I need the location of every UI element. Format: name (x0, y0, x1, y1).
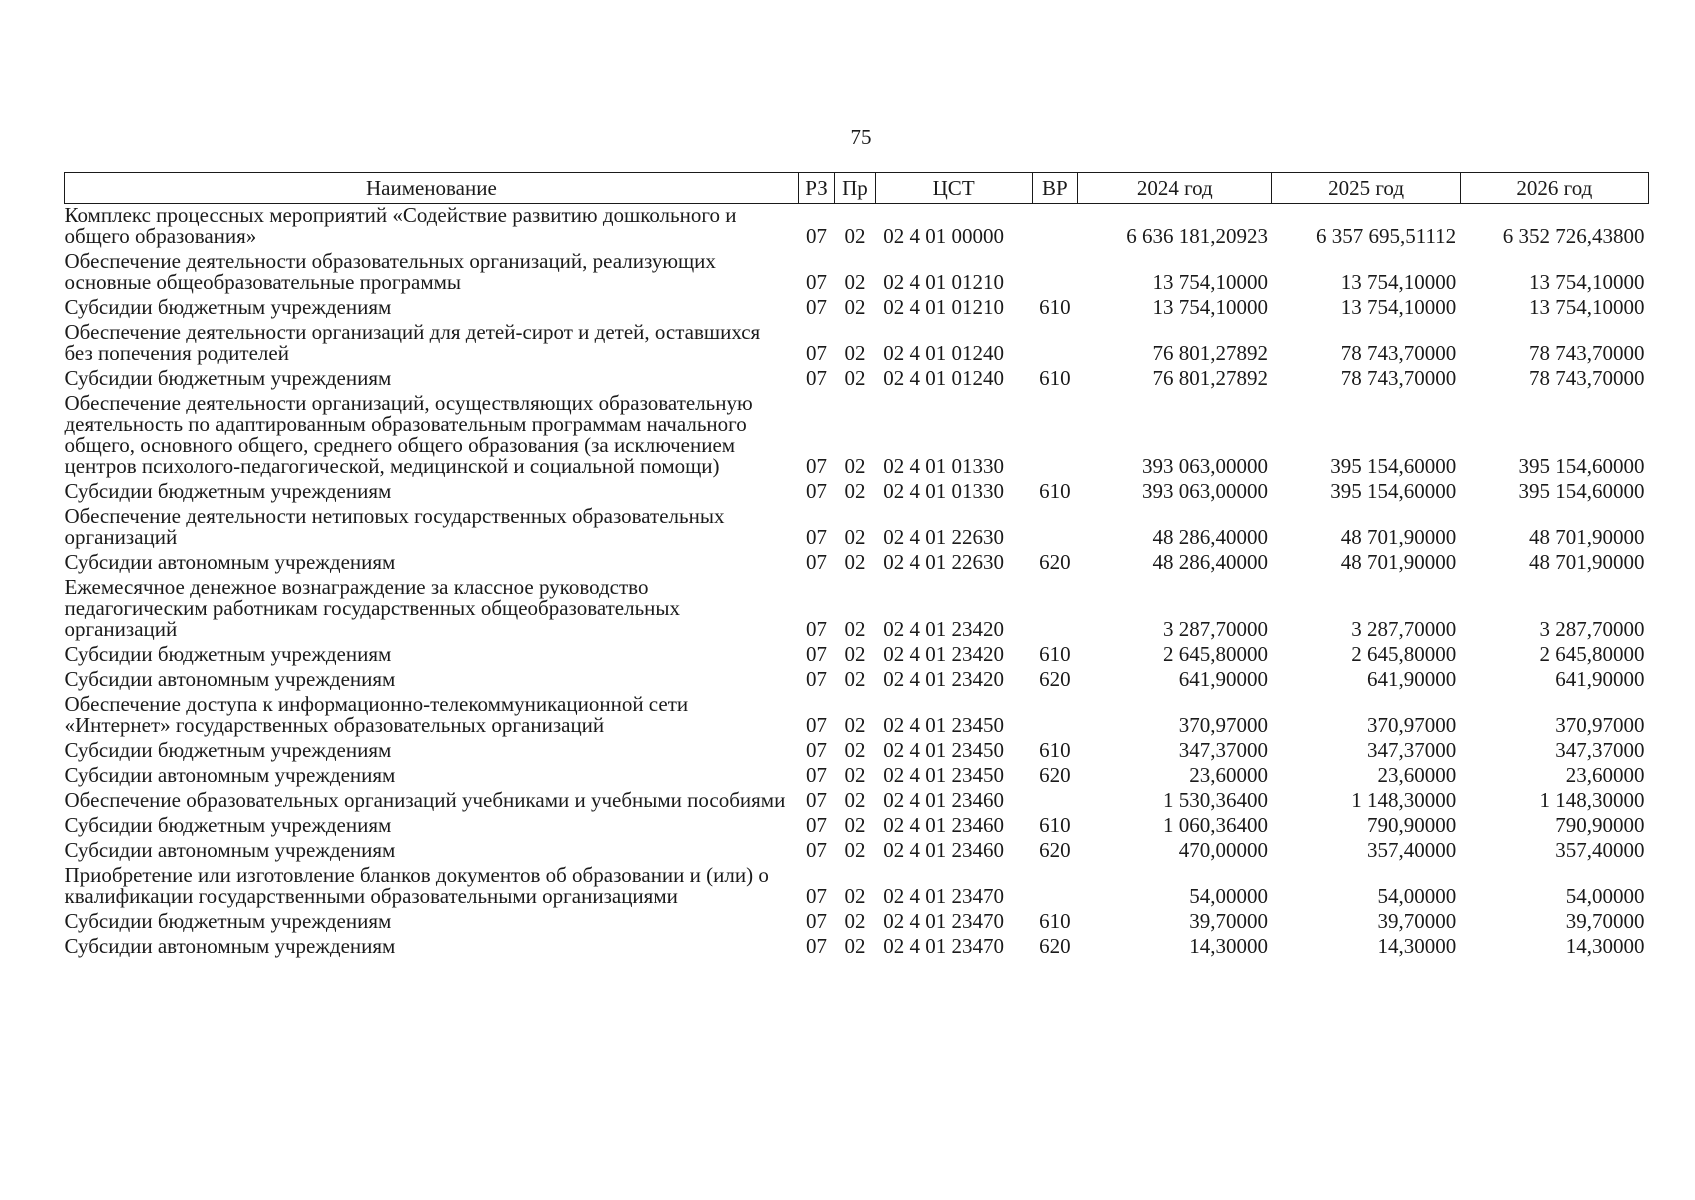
table-row (65, 814, 1649, 839)
cell-2025: 48 701,90000 (1340, 525, 1457, 549)
cell-name: Субсидии бюджетным учреждениям (64, 738, 392, 762)
table-row (65, 551, 1649, 576)
table-row (65, 296, 1649, 321)
cell-2026: 78 743,70000 (1529, 341, 1645, 365)
cell-2025: 39,70000 (1377, 909, 1457, 933)
cell-2024: 3 287,70000 (1162, 617, 1268, 641)
cell-cst: 02 4 01 23460 (883, 813, 1004, 837)
cell-2026: 347,37000 (1555, 738, 1645, 762)
cell-name: Субсидии автономным учреждениям (64, 763, 396, 787)
cell-name: Субсидии автономным учреждениям (64, 667, 396, 691)
cell-pr: 02 (844, 454, 866, 478)
cell-rz: 07 (806, 909, 827, 933)
cell-pr: 02 (844, 934, 866, 958)
cell-pr: 02 (844, 763, 866, 787)
cell-name: Обеспечение образовательных организаций учебниками и учебными пособиями (64, 788, 786, 812)
cell-rz: 07 (806, 224, 827, 248)
cell-vr: 610 (1039, 813, 1071, 837)
cell-2024: 13 754,10000 (1152, 270, 1268, 294)
cell-rz: 07 (806, 550, 827, 574)
cell-pr: 02 (844, 270, 866, 294)
cell-name: Субсидии бюджетным учреждениям (64, 295, 392, 319)
cell-2024: 23,60000 (1189, 763, 1268, 787)
cell-pr: 02 (844, 617, 866, 641)
cell-vr: 610 (1039, 909, 1071, 933)
cell-vr: 620 (1039, 763, 1071, 787)
cell-vr (1032, 693, 1078, 739)
cell-vr (1032, 204, 1078, 251)
table-row (65, 204, 1649, 251)
cell-name: Субсидии автономным учреждениям (64, 934, 396, 958)
header-2026: 2026 год (1460, 173, 1648, 204)
cell-vr (1032, 321, 1078, 367)
cell-2024: 393 063,00000 (1141, 479, 1268, 503)
page-number: 75 (850, 125, 872, 149)
cell-2026: 3 287,70000 (1539, 617, 1645, 641)
cell-2025: 357,40000 (1366, 838, 1457, 862)
cell-2025: 395 154,60000 (1330, 479, 1457, 503)
cell-cst: 02 4 01 00000 (883, 224, 1004, 248)
cell-name: Приобретение или изготовление бланков документов об образовании и (или) о квалификации государственными образовательными организациями (64, 863, 769, 908)
cell-vr (1032, 789, 1078, 814)
cell-name: Обеспечение деятельности организаций для детей-сирот и детей, оставшихся без попечения родителей (64, 320, 761, 365)
cell-cst: 02 4 01 23470 (883, 884, 1004, 908)
cell-rz: 07 (806, 525, 827, 549)
cell-2024: 1 060,36400 (1162, 813, 1268, 837)
cell-2025: 78 743,70000 (1340, 341, 1457, 365)
cell-vr (1032, 392, 1078, 480)
cell-2026: 395 154,60000 (1518, 454, 1645, 478)
cell-cst: 02 4 01 01240 (883, 366, 1004, 390)
cell-2026: 641,90000 (1555, 667, 1645, 691)
cell-rz: 07 (806, 617, 827, 641)
table-row (65, 839, 1649, 864)
cell-2025: 14,30000 (1377, 934, 1457, 958)
cell-2025: 78 743,70000 (1340, 366, 1457, 390)
header-cst: ЦСТ (875, 173, 1032, 204)
cell-cst: 02 4 01 23450 (883, 713, 1004, 737)
cell-2025: 395 154,60000 (1330, 454, 1457, 478)
table-row (65, 643, 1649, 668)
cell-rz: 07 (806, 270, 827, 294)
cell-rz: 07 (806, 763, 827, 787)
cell-cst: 02 4 01 22630 (883, 550, 1004, 574)
cell-vr: 620 (1039, 934, 1071, 958)
table-row (65, 505, 1649, 551)
cell-vr: 610 (1039, 738, 1071, 762)
cell-name: Субсидии автономным учреждениям (64, 838, 396, 862)
cell-vr: 610 (1039, 642, 1071, 666)
cell-2024: 1 530,36400 (1162, 788, 1268, 812)
cell-vr: 620 (1039, 550, 1071, 574)
cell-vr (1032, 505, 1078, 551)
cell-2025: 48 701,90000 (1340, 550, 1457, 574)
cell-vr (1032, 250, 1078, 296)
cell-cst: 02 4 01 22630 (883, 525, 1004, 549)
cell-pr: 02 (844, 525, 866, 549)
header-2024: 2024 год (1078, 173, 1272, 204)
cell-2024: 470,00000 (1178, 838, 1268, 862)
cell-rz: 07 (806, 295, 827, 319)
cell-cst: 02 4 01 01240 (883, 341, 1004, 365)
cell-cst: 02 4 01 23470 (883, 909, 1004, 933)
cell-2024: 6 636 181,20923 (1126, 224, 1268, 248)
cell-pr: 02 (844, 295, 866, 319)
cell-cst: 02 4 01 01210 (883, 270, 1004, 294)
cell-name: Субсидии бюджетным учреждениям (64, 366, 392, 390)
cell-2024: 14,30000 (1189, 934, 1268, 958)
cell-pr: 02 (844, 550, 866, 574)
cell-2026: 370,97000 (1555, 713, 1645, 737)
cell-pr: 02 (844, 838, 866, 862)
header-name: Наименование (65, 173, 799, 204)
cell-2025: 1 148,30000 (1351, 788, 1457, 812)
table-row (65, 764, 1649, 789)
cell-cst: 02 4 01 01330 (883, 479, 1004, 503)
cell-pr: 02 (844, 909, 866, 933)
cell-2025: 23,60000 (1377, 763, 1457, 787)
cell-2026: 39,70000 (1565, 909, 1645, 933)
cell-2026: 54,00000 (1565, 884, 1645, 908)
table-row (65, 935, 1649, 960)
cell-2025: 6 357 695,51112 (1315, 224, 1457, 248)
cell-rz: 07 (806, 788, 827, 812)
cell-vr (1032, 576, 1078, 643)
cell-cst: 02 4 01 23450 (883, 763, 1004, 787)
cell-name: Обеспечение деятельности нетиповых государственных образовательных организаций (64, 504, 725, 549)
budget-table (64, 172, 1649, 960)
cell-2025: 641,90000 (1366, 667, 1457, 691)
cell-2024: 13 754,10000 (1152, 295, 1268, 319)
cell-pr: 02 (844, 738, 866, 762)
cell-name: Субсидии бюджетным учреждениям (64, 909, 392, 933)
cell-cst: 02 4 01 23460 (883, 838, 1004, 862)
cell-2026: 13 754,10000 (1529, 295, 1645, 319)
cell-cst: 02 4 01 23420 (883, 617, 1004, 641)
table-row (65, 480, 1649, 505)
cell-2024: 347,37000 (1178, 738, 1268, 762)
cell-2024: 393 063,00000 (1141, 454, 1268, 478)
cell-2026: 2 645,80000 (1539, 642, 1645, 666)
table-row (65, 392, 1649, 480)
cell-2024: 76 801,27892 (1152, 366, 1268, 390)
cell-2026: 78 743,70000 (1529, 366, 1645, 390)
cell-name: Субсидии автономным учреждениям (64, 550, 396, 574)
cell-name: Обеспечение доступа к информационно-телекоммуникационной сети «Интернет» государственных образовательных организаций (64, 692, 689, 737)
cell-pr: 02 (844, 341, 866, 365)
cell-2026: 357,40000 (1555, 838, 1645, 862)
cell-2025: 347,37000 (1366, 738, 1457, 762)
table-row (65, 693, 1649, 739)
cell-2026: 790,90000 (1555, 813, 1645, 837)
table-row (65, 367, 1649, 392)
cell-rz: 07 (806, 366, 827, 390)
cell-rz: 07 (806, 479, 827, 503)
cell-2026: 14,30000 (1565, 934, 1645, 958)
cell-rz: 07 (806, 738, 827, 762)
cell-cst: 02 4 01 01210 (883, 295, 1004, 319)
cell-rz: 07 (806, 838, 827, 862)
table-row (65, 910, 1649, 935)
cell-cst: 02 4 01 23460 (883, 788, 1004, 812)
cell-rz: 07 (806, 454, 827, 478)
cell-vr: 610 (1039, 366, 1071, 390)
table-body (65, 204, 1649, 961)
header-2025: 2025 год (1272, 173, 1460, 204)
cell-2026: 23,60000 (1565, 763, 1645, 787)
cell-rz: 07 (806, 341, 827, 365)
cell-2024: 39,70000 (1189, 909, 1268, 933)
table-row (65, 321, 1649, 367)
table-row (65, 250, 1649, 296)
cell-cst: 02 4 01 23420 (883, 667, 1004, 691)
cell-2026: 1 148,30000 (1539, 788, 1645, 812)
cell-cst: 02 4 01 23450 (883, 738, 1004, 762)
cell-name: Обеспечение деятельности образовательных организаций, реализующих основные общеобразовательные программы (64, 249, 716, 294)
cell-pr: 02 (844, 788, 866, 812)
cell-vr (1032, 864, 1078, 910)
cell-name: Обеспечение деятельности организаций, осуществляющих образовательную деятельность по адаптированным образовательным программам начального общего, основного общего, среднего общего образования (за исключением центров психолого-педагогической, медицинской и социальной помощи) (64, 391, 753, 478)
cell-2025: 370,97000 (1366, 713, 1457, 737)
table-row (65, 739, 1649, 764)
cell-rz: 07 (806, 934, 827, 958)
cell-2025: 13 754,10000 (1340, 295, 1457, 319)
table-row (65, 864, 1649, 910)
cell-vr: 610 (1039, 479, 1071, 503)
table-row (65, 789, 1649, 814)
cell-name: Субсидии бюджетным учреждениям (64, 813, 392, 837)
cell-name: Ежемесячное денежное вознаграждение за классное руководство педагогическим работникам государственных общеобразовательных организаций (64, 575, 681, 641)
cell-pr: 02 (844, 884, 866, 908)
cell-name: Субсидии бюджетным учреждениям (64, 479, 392, 503)
cell-2024: 370,97000 (1178, 713, 1268, 737)
cell-rz: 07 (806, 667, 827, 691)
cell-cst: 02 4 01 23470 (883, 934, 1004, 958)
cell-2024: 48 286,40000 (1152, 525, 1268, 549)
cell-pr: 02 (844, 642, 866, 666)
cell-2026: 48 701,90000 (1529, 525, 1645, 549)
cell-2026: 395 154,60000 (1518, 479, 1645, 503)
cell-2026: 6 352 726,43800 (1502, 224, 1645, 248)
cell-2025: 2 645,80000 (1351, 642, 1457, 666)
header-vr: ВР (1032, 173, 1078, 204)
cell-2025: 3 287,70000 (1351, 617, 1457, 641)
cell-rz: 07 (806, 884, 827, 908)
cell-pr: 02 (844, 479, 866, 503)
cell-2024: 76 801,27892 (1152, 341, 1268, 365)
cell-rz: 07 (806, 642, 827, 666)
table-row (65, 668, 1649, 693)
cell-pr: 02 (844, 366, 866, 390)
cell-cst: 02 4 01 01330 (883, 454, 1004, 478)
cell-2025: 13 754,10000 (1340, 270, 1457, 294)
cell-2026: 48 701,90000 (1529, 550, 1645, 574)
header-pr: Пр (835, 173, 875, 204)
cell-vr: 610 (1039, 295, 1071, 319)
table-row (65, 576, 1649, 643)
cell-rz: 07 (806, 813, 827, 837)
cell-pr: 02 (844, 224, 866, 248)
cell-vr: 620 (1039, 838, 1071, 862)
cell-pr: 02 (844, 667, 866, 691)
cell-pr: 02 (844, 713, 866, 737)
cell-cst: 02 4 01 23420 (883, 642, 1004, 666)
table-header (65, 173, 1649, 204)
cell-2024: 641,90000 (1178, 667, 1268, 691)
cell-pr: 02 (844, 813, 866, 837)
cell-2026: 13 754,10000 (1529, 270, 1645, 294)
cell-2025: 790,90000 (1366, 813, 1457, 837)
cell-2025: 54,00000 (1377, 884, 1457, 908)
cell-2024: 54,00000 (1189, 884, 1268, 908)
cell-2024: 48 286,40000 (1152, 550, 1268, 574)
cell-vr: 620 (1039, 667, 1071, 691)
cell-2024: 2 645,80000 (1162, 642, 1268, 666)
cell-name: Комплекс процессных мероприятий «Содействие развитию дошкольного и общего образования» (64, 203, 737, 248)
cell-rz: 07 (806, 713, 827, 737)
header-rz: РЗ (798, 173, 834, 204)
cell-name: Субсидии бюджетным учреждениям (64, 642, 392, 666)
